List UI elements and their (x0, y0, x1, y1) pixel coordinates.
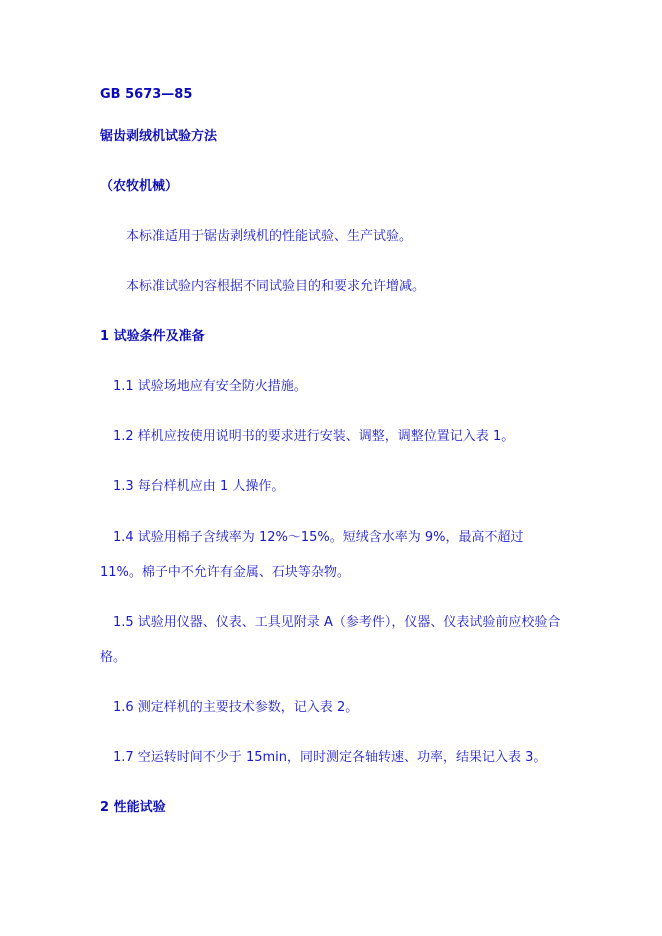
clause-1-6: 1.6 测定样机的主要技术参数，记入表 2。 (113, 700, 359, 715)
intro-paragraph-2: 本标准试验内容根据不同试验目的和要求允许增减。 (126, 279, 426, 294)
clause-1-4-line-2: 11%。棉子中不允许有金属、石块等杂物。 (100, 565, 350, 580)
clause-1-3: 1.3 每台样机应由 1 人操作。 (113, 479, 285, 494)
intro-paragraph-1: 本标准适用于锯齿剥绒机的性能试验、生产试验。 (126, 229, 413, 244)
clause-1-4-line-1: 1.4 试验用棉子含绒率为 12%～15%。短绒含水率为 9%，最高不超过 (113, 530, 524, 545)
section-1-heading: 1 试验条件及准备 (100, 329, 205, 344)
document-title: 锯齿剥绒机试验方法 (100, 129, 218, 144)
clause-1-2: 1.2 样机应按使用说明书的要求进行安装、调整，调整位置记入表 1。 (113, 429, 515, 444)
standard-code: GB 5673—85 (100, 87, 193, 102)
clause-1-1: 1.1 试验场地应有安全防火措施。 (113, 379, 307, 394)
clause-1-7: 1.7 空运转时间不少于 15min，同时测定各轴转速、功率，结果记入表 3。 (113, 750, 547, 765)
clause-1-5-line-2: 格。 (100, 650, 127, 665)
document-category: （农牧机械） (100, 179, 179, 194)
clause-1-5-line-1: 1.5 试验用仪器、仪表、工具见附录 A（参考件），仪器、仪表试验前应校验合 (113, 615, 561, 630)
section-2-heading: 2 性能试验 (100, 800, 166, 815)
